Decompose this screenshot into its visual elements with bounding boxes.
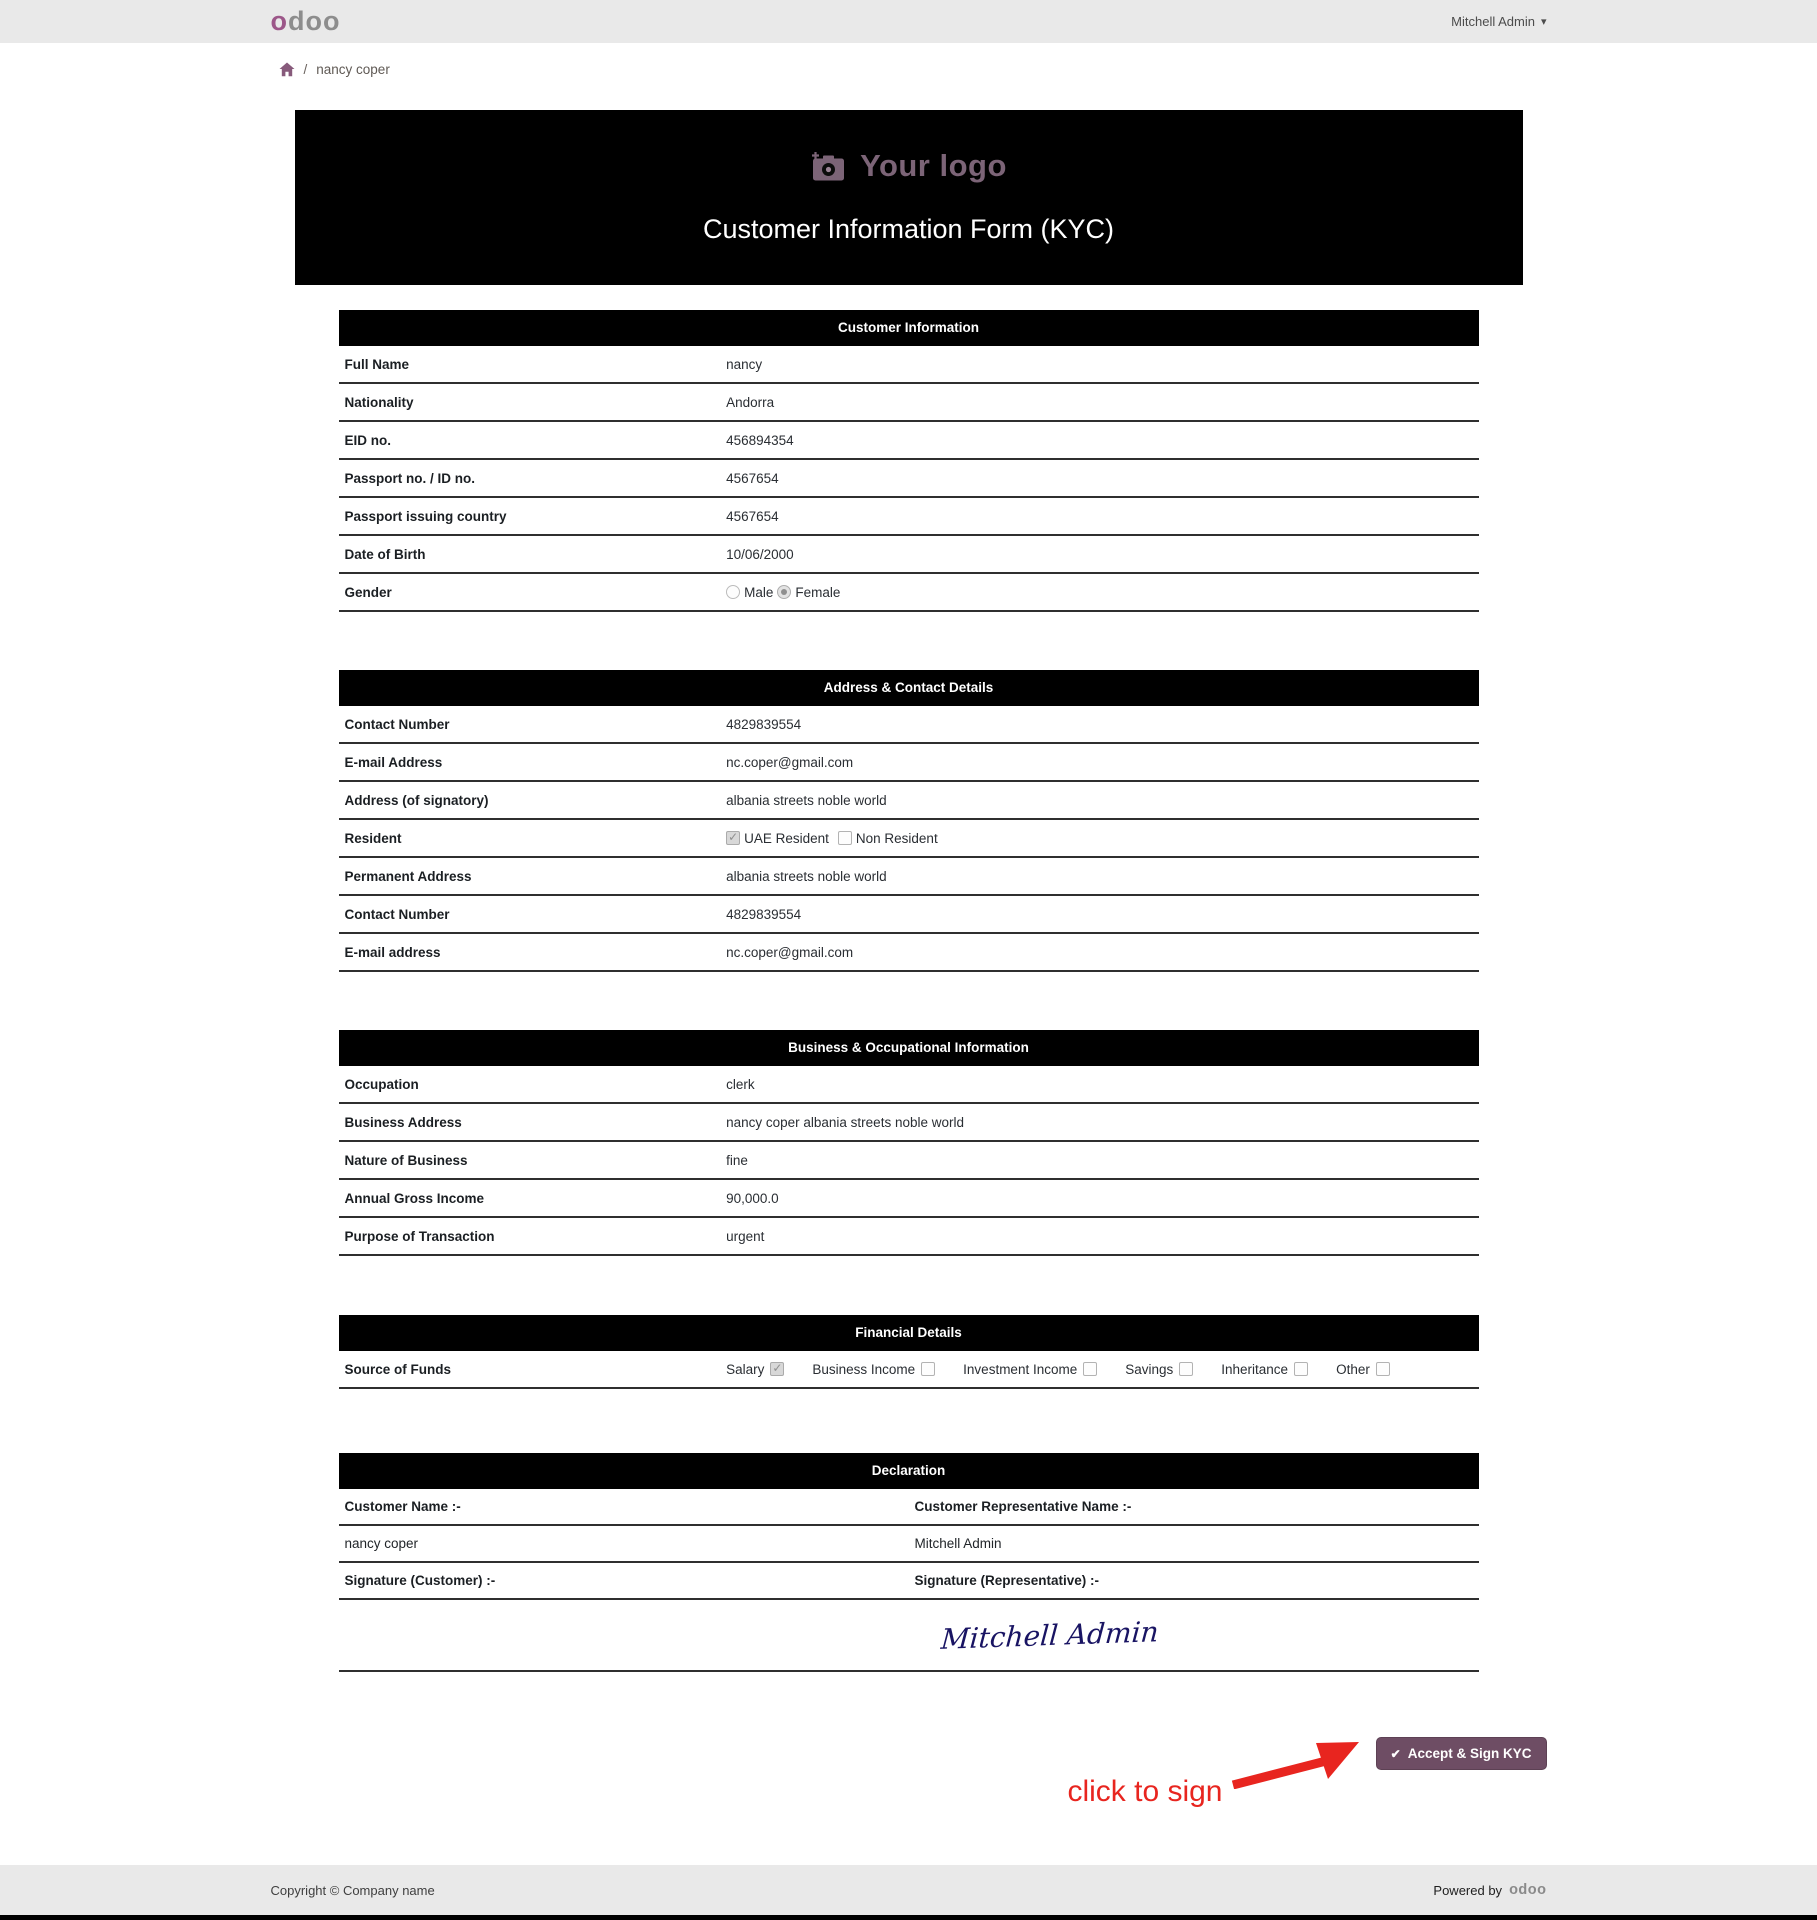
section-header-financial: Financial Details <box>339 1315 1479 1351</box>
footer <box>0 1865 1817 1915</box>
table-row: Signature (Customer) :- Signature (Representative) :- <box>339 1563 1479 1600</box>
financial-table <box>339 1315 1479 1389</box>
table-row: E-mail Address nc.coper@gmail.com <box>339 744 1479 782</box>
accept-sign-kyc-button[interactable] <box>1376 1737 1547 1770</box>
checkbox-business-income-label: Business Income <box>812 1361 916 1377</box>
representative-signature: Mitchell Admin <box>939 1614 1160 1656</box>
table-row: Nature of Business fine <box>339 1142 1479 1180</box>
breadcrumb-separator: / <box>303 61 308 77</box>
breadcrumb-current: nancy coper <box>316 61 390 77</box>
logo-placeholder <box>295 148 1523 184</box>
powered-by-text: Powered by <box>1433 1882 1503 1898</box>
checkbox-non-resident <box>838 831 852 845</box>
user-menu[interactable] <box>1451 14 1546 29</box>
section-header-address-contact: Address & Contact Details <box>339 670 1479 706</box>
click-to-sign-annotation <box>1067 1737 1360 1807</box>
customer-name-value: nancy coper <box>344 1536 419 1551</box>
section-header-declaration: Declaration <box>339 1453 1479 1489</box>
top-navbar <box>0 0 1817 43</box>
odoo-logo[interactable] <box>271 8 341 35</box>
declaration-table <box>339 1453 1479 1672</box>
checkbox-investment-income-label: Investment Income <box>963 1361 1078 1377</box>
user-name: Mitchell Admin <box>1451 14 1535 29</box>
section-header-business-info: Business & Occupational Information <box>339 1030 1479 1066</box>
table-row: Contact Number 4829839554 <box>339 706 1479 744</box>
red-arrow-icon <box>1231 1737 1361 1789</box>
checkbox-other-label: Other <box>1336 1361 1370 1377</box>
table-row: Occupation clerk <box>339 1066 1479 1104</box>
checkbox-savings <box>1179 1362 1193 1376</box>
check-icon: ✔ <box>1390 1746 1401 1761</box>
checkbox-non-resident-label: Non Resident <box>855 830 938 846</box>
table-row: Customer Name :- Customer Representative Name :- <box>339 1489 1479 1526</box>
table-row: Business Address nancy coper albania streets noble world <box>339 1104 1479 1142</box>
logo-placeholder-text: Your logo <box>860 148 1007 183</box>
odoo-footer-logo: odoo <box>1509 1882 1547 1898</box>
business-info-table <box>339 1030 1479 1256</box>
copyright-text: Copyright © Company name <box>270 1882 435 1898</box>
checkbox-uae-resident <box>726 831 740 845</box>
table-row: Date of Birth 10/06/2000 <box>339 536 1479 574</box>
click-to-sign-text: click to sign <box>1067 1775 1223 1808</box>
action-row <box>271 1737 1547 1808</box>
checkbox-uae-resident-label: UAE Resident <box>744 830 829 846</box>
chevron-down-icon: ▾ <box>1540 16 1547 28</box>
checkbox-investment-income <box>1083 1362 1097 1376</box>
radio-male <box>726 585 740 599</box>
kyc-banner <box>295 110 1523 285</box>
radio-male-label: Male <box>744 584 774 600</box>
breadcrumb <box>271 57 1547 81</box>
table-row: Annual Gross Income 90,000.0 <box>339 1180 1479 1218</box>
table-row <box>339 1526 1479 1563</box>
section-header-customer-info: Customer Information <box>339 310 1479 346</box>
radio-female <box>777 585 791 599</box>
table-row: Nationality Andorra <box>339 384 1479 422</box>
signature-row <box>339 1600 1479 1672</box>
table-row: E-mail address nc.coper@gmail.com <box>339 934 1479 972</box>
checkbox-inheritance-label: Inheritance <box>1221 1361 1289 1377</box>
address-contact-table <box>339 670 1479 972</box>
checkbox-inheritance <box>1294 1362 1308 1376</box>
table-row: Passport issuing country 4567654 <box>339 498 1479 536</box>
table-row: Contact Number 4829839554 <box>339 896 1479 934</box>
table-row: Full Name nancy <box>339 346 1479 384</box>
checkbox-business-income <box>921 1362 935 1376</box>
odoo-logo-rest: doo <box>288 6 341 36</box>
checkbox-savings-label: Savings <box>1125 1361 1174 1377</box>
representative-name-value: Mitchell Admin <box>914 1536 1002 1551</box>
gender-row: Gender Male Female <box>339 574 1479 612</box>
table-row: EID no. 456894354 <box>339 422 1479 460</box>
radio-female-label: Female <box>795 584 841 600</box>
bottom-edge <box>0 1915 1817 1920</box>
camera-plus-icon <box>810 151 847 182</box>
customer-info-table <box>339 310 1479 612</box>
form-title: Customer Information Form (KYC) <box>702 214 1115 244</box>
checkbox-other <box>1376 1362 1390 1376</box>
accept-sign-kyc-label: Accept & Sign KYC <box>1407 1746 1532 1761</box>
odoo-logo-o: o <box>270 6 288 36</box>
source-of-funds-row: Source of Funds Salary ✓ Business Income Investment Income Savings Inheritance Other <box>339 1351 1479 1389</box>
resident-row: Resident ✓ UAE Resident Non Resident <box>339 820 1479 858</box>
checkbox-salary-label: Salary <box>726 1361 765 1377</box>
table-row: Permanent Address albania streets noble world <box>339 858 1479 896</box>
table-row: Address (of signatory) albania streets noble world <box>339 782 1479 820</box>
table-row: Passport no. / ID no. 4567654 <box>339 460 1479 498</box>
home-icon[interactable] <box>279 62 295 77</box>
table-row: Purpose of Transaction urgent <box>339 1218 1479 1256</box>
powered-by-link[interactable] <box>1433 1882 1546 1898</box>
checkbox-salary <box>770 1362 784 1376</box>
